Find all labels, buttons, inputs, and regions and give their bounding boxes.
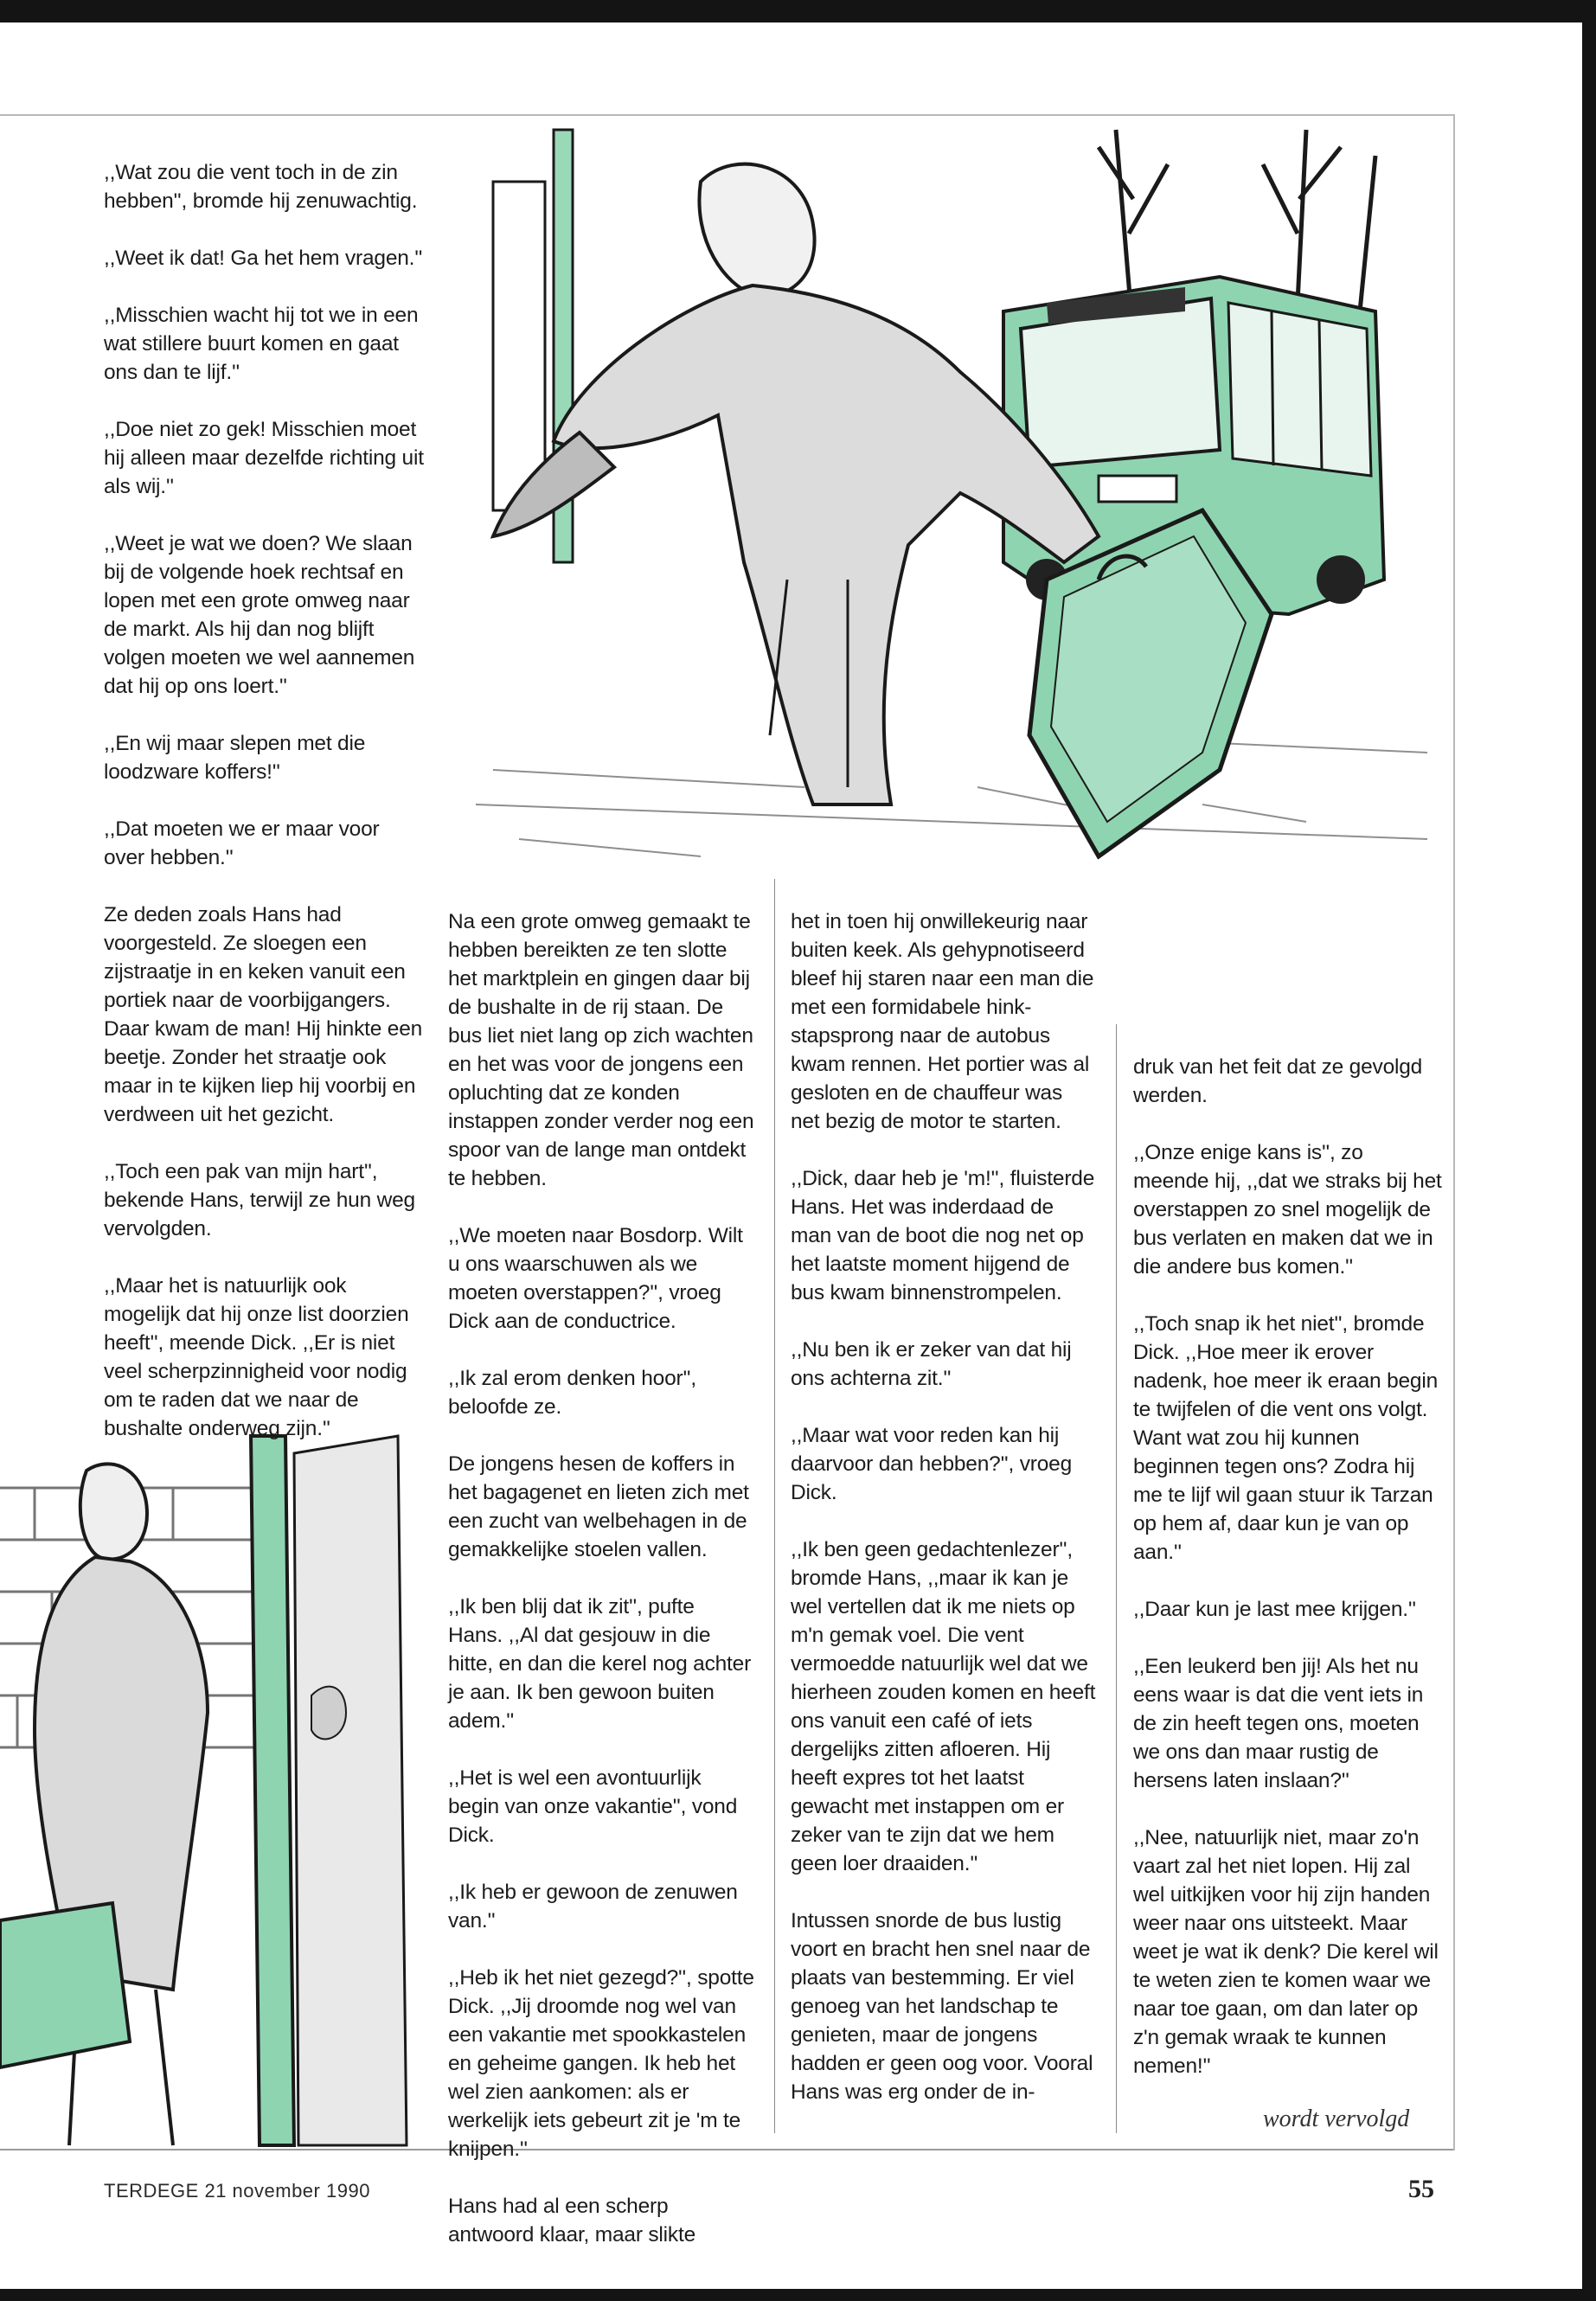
paragraph: ,,Weet ik dat! Ga het hem vragen.''	[104, 247, 423, 270]
scan-border-right	[1582, 0, 1596, 2301]
paragraph: ,,Onze enige kans is'', zo meende hij, ,,dat we straks bij het overstappen zo snel mogelijk de bus verlaten en maken dat we in die andere bus komen.''	[1133, 1141, 1442, 1279]
story-column-4	[1133, 1024, 1443, 2123]
paragraph: Ze deden zoals Hans had voorgesteld. Ze sloegen een zijstraatje in en keken vanuit een portiek naar de voorbijgangers. Daar kwam de man! Hij hinkte een beetje. Zonder het straatje ook maar in te kijken liep hij voorbij en verdween uit het gezicht.	[104, 903, 423, 1126]
scan-border-bottom	[0, 2289, 1596, 2301]
paragraph: ,,Nee, natuurlijk niet, maar zo'n vaart zal het niet lopen. Hij zal wel uitkijken voor hij zijn handen weer naar ons uitsteekt. Maar weet je wat ik denk? Die kerel wil te weten zien te komen waar we naar toe gaan, om dan later op z'n gemak wraak te kunnen nemen!''	[1133, 1826, 1439, 2078]
publication-footer: TERDEGE 21 november 1990	[104, 2180, 370, 2202]
page-frame-top	[0, 114, 1453, 116]
paragraph: ,,Weet je wat we doen? We slaan bij de volgende hoek rechtsaf en lopen met een grote omweg naar de markt. Als hij dan nog blijft volgen moeten we wel aannemen dat hij op ons loert.''	[104, 532, 415, 698]
paragraph: ,,En wij maar slepen met die loodzware koffers!''	[104, 732, 366, 784]
paragraph: ,,Dick, daar heb je 'm!'', fluisterde Hans. Het was inderdaad de man van de boot die nog net op het laatste moment hijgend de bus kwam binnenstrompelen.	[791, 1167, 1095, 1304]
paragraph: ,,Doe niet zo gek! Misschien moet hij alleen maar dezelfde richting uit als wij.''	[104, 418, 424, 498]
paragraph: het in toen hij onwillekeurig naar buiten keek. Als gehypnotiseerd bleef hij staren naar een man die met een formidabele hink-stapsprong naar de autobus kwam rennen. Het portier was al gesloten en de chauffeur was net bezig de motor te starten.	[791, 910, 1094, 1133]
paragraph: Intussen snorde de bus lustig voort en bracht hen snel naar de plaats van bestemming. Er viel genoeg van het landschap te genieten, maar de jongens hadden er geen oog voor. Vooral Hans was erg onder de in-	[791, 1909, 1093, 2104]
paragraph: ,,Ik ben blij dat ik zit'', pufte Hans. ,,Al dat gesjouw in die hitte, en dan die kerel nog achter je aan. Ik ben gewoon buiten adem.''	[448, 1595, 752, 1733]
scan-border-top	[0, 0, 1596, 22]
paragraph: ,,Ik zal erom denken hoor'', beloofde ze.	[448, 1367, 697, 1419]
paragraph: ,,Toch een pak van mijn hart'', bekende Hans, terwijl ze hun weg vervolgden.	[104, 1160, 415, 1240]
column-divider	[774, 879, 775, 2133]
paragraph: ,,Het is wel een avontuurlijk begin van onze vakantie'', vond Dick.	[448, 1766, 738, 1847]
continued-note: wordt vervolgd	[1263, 2106, 1410, 2132]
paragraph: druk van het feit dat ze gevolgd werden.	[1133, 1055, 1423, 1107]
paragraph: ,,Toch snap ik het niet'', bromde Dick. ,,Hoe meer ik erover nadenk, hoe meer ik eraan begin te twijfelen of die vent ons volgt. Want wat zou hij kunnen beginnen tegen ons? Zodra hij me te lijf wil gaan stuur ik Tarzan op hem af, daar kun je van op aan.''	[1133, 1312, 1439, 1564]
paragraph: ,,Daar kun je last mee krijgen.''	[1133, 1598, 1416, 1621]
paragraph: ,,Nu ben ik er zeker van dat hij ons achterna zit.''	[791, 1338, 1072, 1390]
paragraph: Na een grote omweg gemaakt te hebben bereikten ze ten slotte het marktplein en gingen daar bij de bushalte in de rij staan. De bus liet niet lang op zich wachten en het was voor de jongens een opluchting dat ze konden instappen zonder verder nog een spoor van de lange man ontdekt te hebben.	[448, 910, 754, 1190]
running-man	[493, 164, 1099, 804]
story-column-3	[791, 879, 1097, 2142]
paragraph: ,,Ik heb er gewoon de zenuwen van.''	[448, 1881, 738, 1932]
paragraph: ,,Maar wat voor reden kan hij daarvoor dan hebben?'', vroeg Dick.	[791, 1424, 1073, 1504]
paragraph: ,,Een leukerd ben jij! Als het nu eens waar is dat die vent iets in de zin heeft tegen ons, moeten we ons dan maar rustig de hersens laten inslaan?''	[1133, 1655, 1424, 1792]
paragraph: ,,Wat zou die vent toch in de zin hebben'', bromde hij zenuwachtig.	[104, 161, 418, 213]
paragraph: ,,Maar het is natuurlijk ook mogelijk dat hij onze list doorzien heeft'', meende Dick. ,,Er is niet veel scherpzinnigheid voor nodig om te raden dat we naar de bushalte onderweg zijn.''	[104, 1274, 409, 1440]
paragraph: De jongens hesen de koffers in het bagagenet en lieten zich met een zucht van welbehagen in de gemakkelijke stoelen vallen.	[448, 1452, 749, 1561]
story-column-1	[104, 130, 424, 1445]
paragraph: ,,Misschien wacht hij tot we in een wat stillere buurt komen en gaat ons dan te lijf.''	[104, 304, 419, 384]
paragraph: ,,Ik ben geen gedachtenlezer'', bromde Hans, ,,maar ik kan je wel vertellen dat ik me niets op m'n gemak voel. Die vent vermoedde natuurlijk wel dat we hierheen zouden komen en heeft ons vanuit een café of iets dergelijks zitten afloeren. Hij heeft expres tot het laatst gewacht met instappen om er zeker van te zijn dat we hem geen loer draaiden.''	[791, 1538, 1096, 1875]
page-frame-right	[1453, 114, 1455, 2150]
paragraph: ,,We moeten naar Bosdorp. Wilt u ons waarschuwen als we moeten overstappen?'', vroeg Dick aan de conductrice.	[448, 1224, 743, 1333]
paragraph: ,,Heb ik het niet gezegd?'', spotte Dick. ,,Jij droomde nog wel van een vakantie met spookkastelen en geheime gangen. Ik heb het wel zien aankomen: als er werkelijk iets gebeurt zit je 'm te knijpen.''	[448, 1966, 754, 2161]
paragraph: ,,Dat moeten we er maar voor over hebben.''	[104, 817, 380, 869]
illustration-running-man-bus	[441, 130, 1445, 891]
column-divider	[1116, 1024, 1117, 2133]
story-column-2	[448, 879, 754, 2247]
paragraph: Hans had al een scherp antwoord klaar, maar slikte	[448, 2195, 696, 2247]
illustration-man-doorway	[0, 1436, 424, 2145]
page-number: 55	[1408, 2175, 1434, 2203]
